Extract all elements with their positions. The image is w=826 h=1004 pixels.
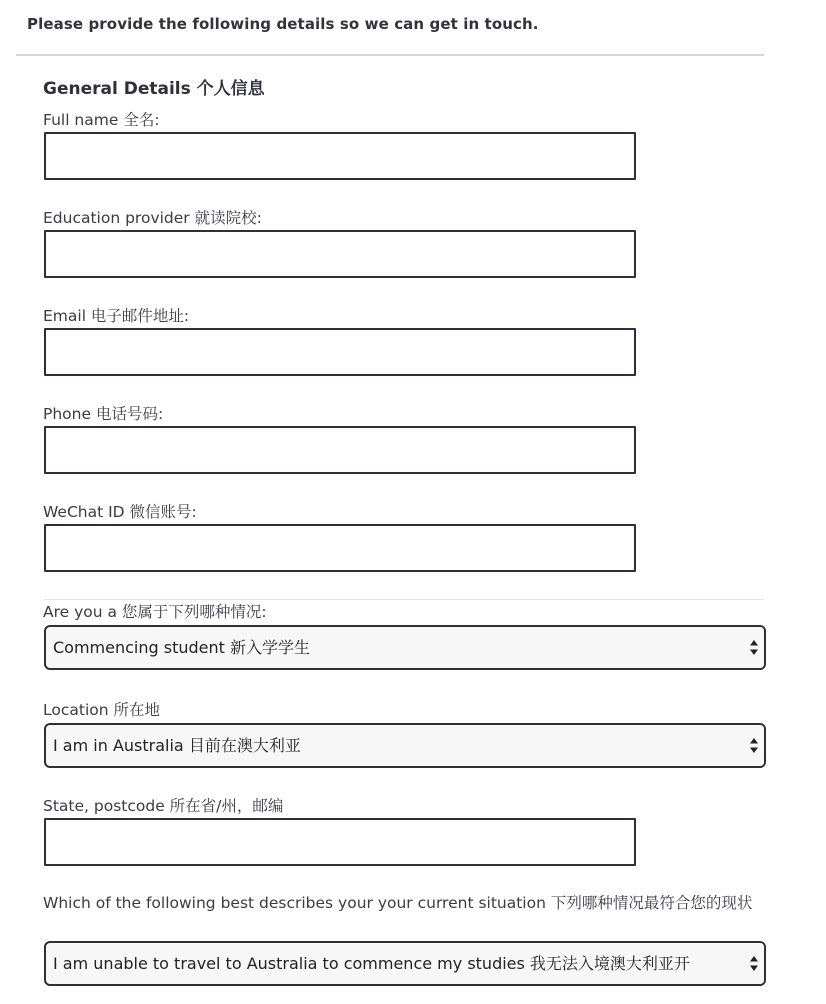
wechat-id-input[interactable] xyxy=(44,524,636,572)
email-input[interactable] xyxy=(44,328,636,376)
form-intro-text: Please provide the following details so we can get in touch. xyxy=(27,15,539,33)
education-provider-input[interactable] xyxy=(44,230,636,278)
section-divider xyxy=(16,54,764,56)
student-type-selected-value: Commencing student 新入学学生 xyxy=(53,638,310,657)
section-title: General Details 个人信息 xyxy=(43,79,265,99)
select-arrows-icon xyxy=(746,725,764,766)
select-arrows-icon xyxy=(746,943,764,984)
section-divider xyxy=(44,599,764,600)
education-provider-label: Education provider 就读院校: xyxy=(43,209,262,227)
state-postcode-label: State, postcode 所在省/州，邮编 xyxy=(43,797,284,815)
full-name-label: Full name 全名: xyxy=(43,111,160,129)
phone-input[interactable] xyxy=(44,426,636,474)
location-label: Location 所在地 xyxy=(43,701,160,719)
state-postcode-input[interactable] xyxy=(44,818,636,866)
wechat-id-label: WeChat ID 微信账号: xyxy=(43,503,197,521)
current-situation-selected-value: I am unable to travel to Australia to commence my studies 我无法入境澳大利亚开 xyxy=(53,954,690,973)
email-label: Email 电子邮件地址: xyxy=(43,307,190,325)
full-name-input[interactable] xyxy=(44,132,636,180)
student-type-select[interactable] xyxy=(44,625,766,670)
location-selected-value: I am in Australia 目前在澳大利亚 xyxy=(53,736,301,755)
phone-label: Phone 电话号码: xyxy=(43,405,164,423)
location-select[interactable] xyxy=(44,723,766,768)
current-situation-select[interactable] xyxy=(44,941,766,986)
student-type-label: Are you a 您属于下列哪种情况: xyxy=(43,603,267,621)
current-situation-label: Which of the following best describes your your current situation 下列哪种情况最符合您的现状 xyxy=(43,894,753,912)
select-arrows-icon xyxy=(746,627,764,668)
